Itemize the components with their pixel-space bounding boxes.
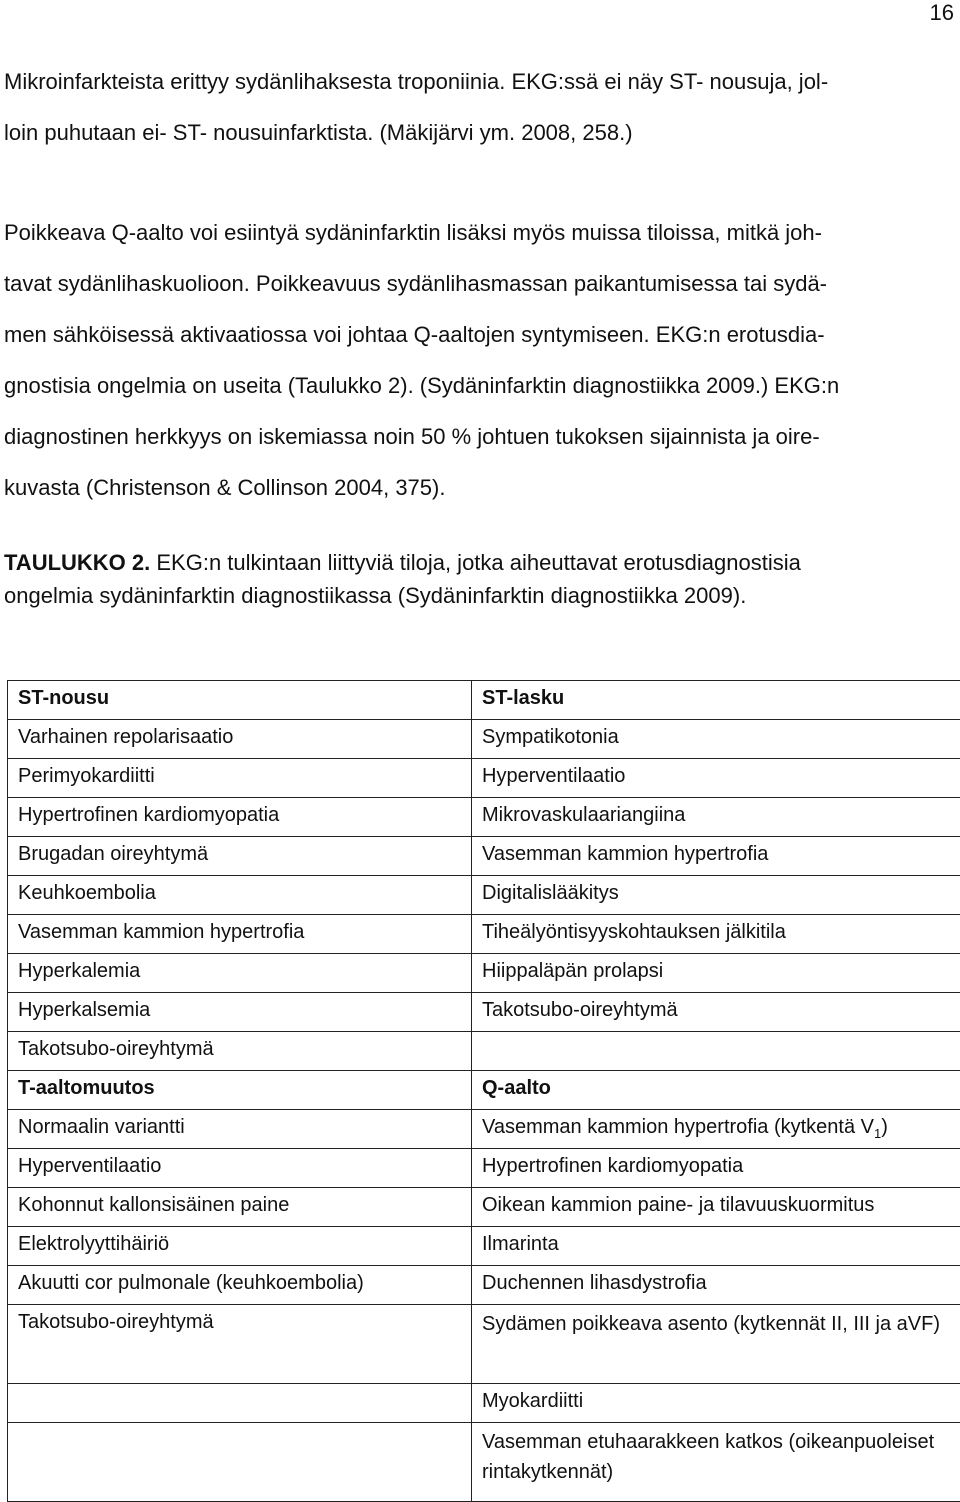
table-row: [8, 1110, 960, 1149]
differential-diagnosis-table: [7, 680, 960, 1502]
table-cell: Oikean kammion paine- ja tilavuuskuormitus: [472, 1188, 960, 1227]
table-row: [8, 1305, 960, 1384]
table-cell: Varhainen repolarisaatio: [8, 720, 472, 759]
caption-label: TAULUKKO 2.: [4, 550, 151, 575]
table-caption: [4, 546, 944, 612]
table-row: [8, 759, 960, 798]
table-row: [8, 1188, 960, 1227]
paragraph-line: Mikroinfarkteista erittyy sydänlihaksesta troponiinia. EKG:ssä ei näy ST- nousuja, jol-: [4, 69, 829, 94]
table-row: [8, 1032, 960, 1071]
caption-line: ongelmia sydäninfarktin diagnostiikassa (Sydäninfarktin diagnostiikka 2009).: [4, 583, 747, 608]
paragraph-line: tavat sydänlihaskuolioon. Poikkeavuus sydänlihasmassan paikantumisessa tai sydä-: [4, 271, 828, 296]
table-row: [8, 915, 960, 954]
table-cell: Duchennen lihasdystrofia: [472, 1266, 960, 1305]
table-cell: Normaalin variantti: [8, 1110, 472, 1149]
caption-text: EKG:n tulkintaan liittyviä tiloja, jotka aiheuttavat erotusdiagnostisia: [150, 550, 801, 575]
paragraph-line: Poikkeava Q-aalto voi esiintyä sydäninfarktin lisäksi myös muissa tiloissa, mitkä joh-: [4, 220, 822, 245]
table-row: [8, 798, 960, 837]
table-cell: Sympatikotonia: [472, 720, 960, 759]
table-row: [8, 954, 960, 993]
table-cell: Mikrovaskulaariangiina: [472, 798, 960, 837]
table-cell: Hyperventilaatio: [472, 759, 960, 798]
paragraph-line: gnostisia ongelmia on useita (Taulukko 2). (Sydäninfarktin diagnostiikka 2009.) EKG:n: [4, 373, 840, 398]
table-cell: Brugadan oireyhtymä: [8, 837, 472, 876]
table-row: [8, 1266, 960, 1305]
table-cell: [472, 1110, 960, 1149]
table-cell: Kohonnut kallonsisäinen paine: [8, 1188, 472, 1227]
table-cell: Digitalislääkitys: [472, 876, 960, 915]
table-cell: Akuutti cor pulmonale (keuhkoembolia): [8, 1266, 472, 1305]
caption-line: [4, 546, 944, 579]
table-cell: Takotsubo-oireyhtymä: [472, 993, 960, 1032]
table-cell: [472, 1032, 960, 1071]
table-cell: Vasemman kammion hypertrofia: [8, 915, 472, 954]
table-section-header: ST-lasku: [472, 681, 960, 720]
table-row: [8, 681, 960, 720]
table-cell: Hiippaläpän prolapsi: [472, 954, 960, 993]
table-cell: Hypertrofinen kardiomyopatia: [8, 798, 472, 837]
table-row: [8, 1071, 960, 1110]
table-cell: Takotsubo-oireyhtymä: [8, 1032, 472, 1071]
table-row: [8, 1384, 960, 1423]
table-body: [8, 681, 960, 1502]
table-cell: Keuhkoembolia: [8, 876, 472, 915]
table-cell: Takotsubo-oireyhtymä: [8, 1305, 472, 1384]
paragraph-1: [4, 56, 944, 158]
cell-subscript: 1: [874, 1126, 882, 1141]
table-cell: Elektrolyyttihäiriö: [8, 1227, 472, 1266]
table-cell: Perimyokardiitti: [8, 759, 472, 798]
table-cell: Hyperventilaatio: [8, 1149, 472, 1188]
table-row: [8, 1227, 960, 1266]
table-section-header: Q-aalto: [472, 1071, 960, 1110]
table-cell: Hyperkalsemia: [8, 993, 472, 1032]
table-cell: Hypertrofinen kardiomyopatia: [472, 1149, 960, 1188]
table-cell: Ilmarinta: [472, 1227, 960, 1266]
cell-text: Vasemman kammion hypertrofia (kytkentä V: [482, 1116, 875, 1138]
table-row: [8, 1423, 960, 1502]
table-cell: Hyperkalemia: [8, 954, 472, 993]
table-cell: Vasemman etuhaarakkeen katkos (oikeanpuoleiset rintakytkennät): [472, 1423, 960, 1502]
paragraph-line: men sähköisessä aktivaatiossa voi johtaa Q-aaltojen syntymiseen. EKG:n erotusdia-: [4, 322, 825, 347]
table-row: [8, 993, 960, 1032]
table-row: [8, 720, 960, 759]
cell-text: ): [881, 1116, 888, 1138]
table-cell: Vasemman kammion hypertrofia: [472, 837, 960, 876]
paragraph-line: diagnostinen herkkyys on iskemiassa noin 50 % johtuen tukoksen sijainnista ja oire-: [4, 424, 820, 449]
table-cell: Tiheälyöntisyyskohtauksen jälkitila: [472, 915, 960, 954]
table-row: [8, 1149, 960, 1188]
table-row: [8, 876, 960, 915]
table-row: [8, 837, 960, 876]
table-section-header: ST-nousu: [8, 681, 472, 720]
paragraph-line: kuvasta (Christenson & Collinson 2004, 375).: [4, 475, 446, 500]
table-cell: Myokardiitti: [472, 1384, 960, 1423]
table-cell: [8, 1384, 472, 1423]
paragraph-line: loin puhutaan ei- ST- nousuinfarktista. (Mäkijärvi ym. 2008, 258.): [4, 120, 633, 145]
table-section-header: T-aaltomuutos: [8, 1071, 472, 1110]
table-cell: Sydämen poikkeava asento (kytkennät II, III ja aVF): [472, 1305, 960, 1384]
table-cell: [8, 1423, 472, 1502]
paragraph-2: [4, 207, 944, 513]
page-number: 16: [929, 0, 954, 25]
